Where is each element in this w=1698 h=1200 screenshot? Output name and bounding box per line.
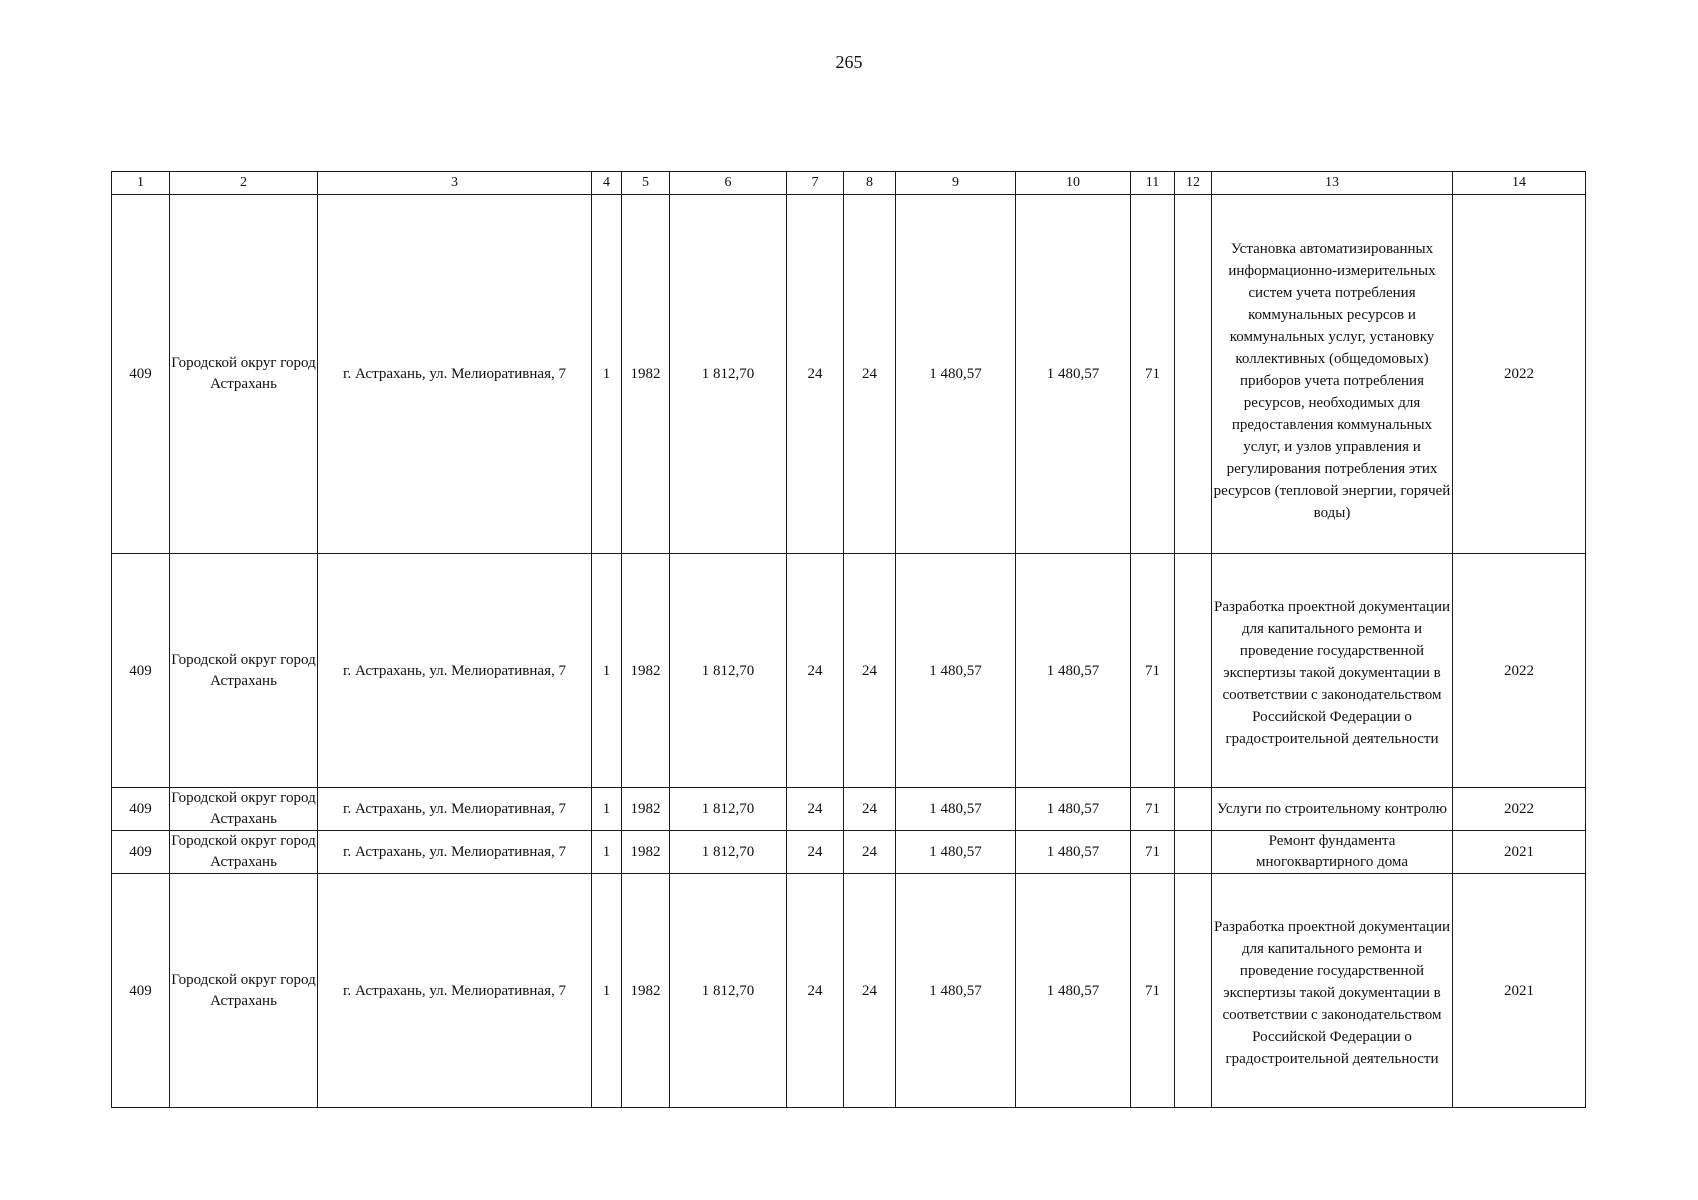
municipality-cell: Городской округ город Астрахань — [170, 554, 318, 788]
row-number-cell: 409 — [112, 554, 170, 788]
work-type-cell: Разработка проектной документации для капитального ремонта и проведение государственной экспертизы такой документации в соответствии с законодательством Российской Федерации о градостроительной деятельности — [1212, 554, 1453, 788]
col11-cell: 71 — [1131, 195, 1175, 554]
total-area-cell: 1 812,70 — [670, 195, 787, 554]
work-type-cell: Ремонт фундамента многоквартирного дома — [1212, 831, 1453, 874]
col9-cell: 1 480,57 — [896, 554, 1016, 788]
header-cell-4: 4 — [592, 172, 622, 195]
header-cell-10: 10 — [1016, 172, 1131, 195]
planned-year-cell: 2022 — [1453, 554, 1586, 788]
year-built-cell: 1982 — [622, 788, 670, 831]
col4-cell: 1 — [592, 831, 622, 874]
planned-year-cell: 2022 — [1453, 195, 1586, 554]
work-type-cell: Разработка проектной документации для капитального ремонта и проведение государственной экспертизы такой документации в соответствии с законодательством Российской Федерации о градостроительной деятельности — [1212, 874, 1453, 1108]
row-number-cell: 409 — [112, 831, 170, 874]
col7-cell: 24 — [787, 788, 844, 831]
year-built-cell: 1982 — [622, 874, 670, 1108]
col11-cell: 71 — [1131, 788, 1175, 831]
col9-cell: 1 480,57 — [896, 831, 1016, 874]
col7-cell: 24 — [787, 554, 844, 788]
work-type-cell: Услуги по строительному контролю — [1212, 788, 1453, 831]
header-cell-14: 14 — [1453, 172, 1586, 195]
col12-cell — [1175, 554, 1212, 788]
col8-cell: 24 — [844, 788, 896, 831]
col12-cell — [1175, 831, 1212, 874]
row-number-cell: 409 — [112, 788, 170, 831]
total-area-cell: 1 812,70 — [670, 554, 787, 788]
col8-cell: 24 — [844, 554, 896, 788]
header-cell-13: 13 — [1212, 172, 1453, 195]
capital-repair-register-table — [111, 171, 1586, 1108]
col11-cell: 71 — [1131, 874, 1175, 1108]
col10-cell: 1 480,57 — [1016, 195, 1131, 554]
municipality-cell: Городской округ город Астрахань — [170, 788, 318, 831]
header-row — [112, 172, 1586, 195]
col4-cell: 1 — [592, 554, 622, 788]
header-cell-8: 8 — [844, 172, 896, 195]
header-cell-9: 9 — [896, 172, 1016, 195]
col10-cell: 1 480,57 — [1016, 788, 1131, 831]
year-built-cell: 1982 — [622, 195, 670, 554]
address-cell: г. Астрахань, ул. Мелиоративная, 7 — [318, 874, 592, 1108]
col8-cell: 24 — [844, 831, 896, 874]
municipality-cell: Городской округ город Астрахань — [170, 831, 318, 874]
col9-cell: 1 480,57 — [896, 195, 1016, 554]
col11-cell: 71 — [1131, 831, 1175, 874]
address-cell: г. Астрахань, ул. Мелиоративная, 7 — [318, 788, 592, 831]
col12-cell — [1175, 195, 1212, 554]
year-built-cell: 1982 — [622, 831, 670, 874]
address-cell: г. Астрахань, ул. Мелиоративная, 7 — [318, 554, 592, 788]
col8-cell: 24 — [844, 874, 896, 1108]
row-number-cell: 409 — [112, 195, 170, 554]
planned-year-cell: 2022 — [1453, 788, 1586, 831]
col10-cell: 1 480,57 — [1016, 874, 1131, 1108]
col7-cell: 24 — [787, 831, 844, 874]
planned-year-cell: 2021 — [1453, 831, 1586, 874]
header-cell-12: 12 — [1175, 172, 1212, 195]
header-cell-3: 3 — [318, 172, 592, 195]
header-cell-6: 6 — [670, 172, 787, 195]
address-cell: г. Астрахань, ул. Мелиоративная, 7 — [318, 831, 592, 874]
year-built-cell: 1982 — [622, 554, 670, 788]
table-row — [112, 874, 1586, 1108]
col4-cell: 1 — [592, 788, 622, 831]
col12-cell — [1175, 874, 1212, 1108]
col10-cell: 1 480,57 — [1016, 554, 1131, 788]
planned-year-cell: 2021 — [1453, 874, 1586, 1108]
col12-cell — [1175, 788, 1212, 831]
table-row — [112, 831, 1586, 874]
municipality-cell: Городской округ город Астрахань — [170, 874, 318, 1108]
row-number-cell: 409 — [112, 874, 170, 1108]
total-area-cell: 1 812,70 — [670, 788, 787, 831]
col9-cell: 1 480,57 — [896, 788, 1016, 831]
header-cell-1: 1 — [112, 172, 170, 195]
work-type-cell: Установка автоматизированных информационно-измерительных систем учета потребления коммунальных ресурсов и коммунальных услуг, установку коллективных (общедомовых) приборов учета потребления ресурсов, необходимых для предоставления коммунальных услуг, и узлов управления и регулирования потребления этих ресурсов (тепловой энергии, горячей воды) — [1212, 195, 1453, 554]
col4-cell: 1 — [592, 874, 622, 1108]
page-number: 265 — [835, 52, 863, 72]
col7-cell: 24 — [787, 195, 844, 554]
col10-cell: 1 480,57 — [1016, 831, 1131, 874]
col9-cell: 1 480,57 — [896, 874, 1016, 1108]
header-cell-5: 5 — [622, 172, 670, 195]
table-row — [112, 788, 1586, 831]
header-cell-7: 7 — [787, 172, 844, 195]
total-area-cell: 1 812,70 — [670, 874, 787, 1108]
header-cell-2: 2 — [170, 172, 318, 195]
col11-cell: 71 — [1131, 554, 1175, 788]
address-cell: г. Астрахань, ул. Мелиоративная, 7 — [318, 195, 592, 554]
col8-cell: 24 — [844, 195, 896, 554]
table-row — [112, 554, 1586, 788]
header-cell-11: 11 — [1131, 172, 1175, 195]
table-row — [112, 195, 1586, 554]
total-area-cell: 1 812,70 — [670, 831, 787, 874]
col4-cell: 1 — [592, 195, 622, 554]
municipality-cell: Городской округ город Астрахань — [170, 195, 318, 554]
col7-cell: 24 — [787, 874, 844, 1108]
